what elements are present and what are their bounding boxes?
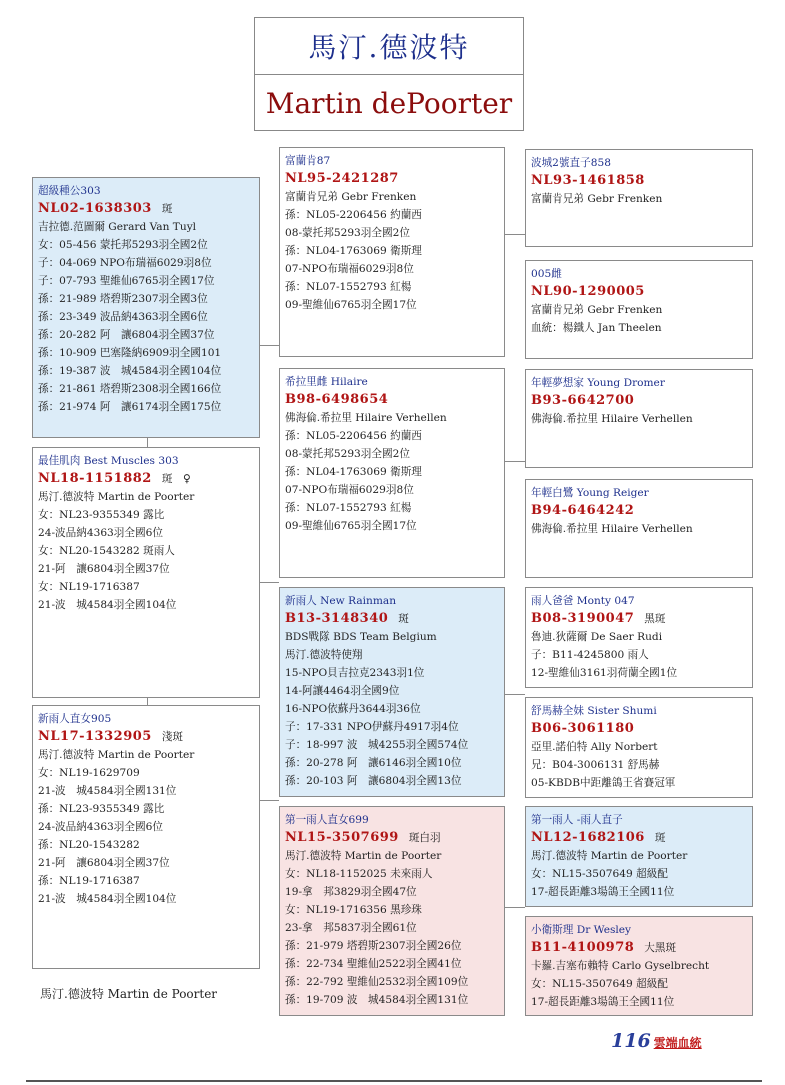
title-box xyxy=(254,17,524,131)
info-line: 孫：21-861 塔碧斯2308羽全國166位 xyxy=(38,383,222,395)
ring-number: NL17-1332905 淺斑 xyxy=(38,729,184,744)
info-line: 孫：NL05-2206456 約蘭西 xyxy=(285,209,422,221)
pedigree-box-sire xyxy=(32,177,260,438)
info-line: 孫：21-974 阿 讓6174羽全國175位 xyxy=(38,401,222,413)
bird-name: 舒馬赫全妹 Sister Shumi xyxy=(531,705,657,717)
info-line: 08-蒙托邦5293羽全國2位 xyxy=(285,227,410,239)
ring-number: NL95-2421287 xyxy=(285,171,399,186)
connector xyxy=(147,697,148,705)
bird-color: 黑斑 xyxy=(644,613,666,625)
bird-color: 斑 ♀ xyxy=(161,473,191,485)
connector xyxy=(259,800,279,801)
info-line: 16-NPO依蘇丹3644羽36位 xyxy=(285,703,421,715)
ring-number: NL93-1461858 xyxy=(531,173,645,188)
connector xyxy=(505,461,525,462)
info-line: 富蘭肯兄弟 Gebr Frenken xyxy=(531,193,663,205)
info-line: 21-波 城4584羽全國104位 xyxy=(38,599,177,611)
info-line: 21-阿 讓6804羽全國37位 xyxy=(38,563,170,575)
info-line: 女：NL15-3507649 超級配 xyxy=(531,978,668,990)
ring-number: B98-6498654 xyxy=(285,392,389,407)
info-line: 孫：19-387 波 城4584羽全國104位 xyxy=(38,365,222,377)
info-line: 子：07-793 聖維仙6765羽全國17位 xyxy=(38,275,215,287)
info-line: 孫：NL05-2206456 約蘭西 xyxy=(285,430,422,442)
info-line: 孫：NL04-1763069 衛斯理 xyxy=(285,466,422,478)
bird-color: 淺斑 xyxy=(161,731,184,743)
pedigree-box-gen2-1 xyxy=(279,147,505,357)
info-line: 亞里.諾伯特 Ally Norbert xyxy=(531,741,658,753)
info-line: 14-阿讓4464羽全國9位 xyxy=(285,685,400,697)
pedigree-box-dam-mother xyxy=(32,705,260,969)
bird-name: 富蘭肯87 xyxy=(285,155,331,167)
info-line: 孫：NL23-9355349 露比 xyxy=(38,803,165,815)
info-line: 魯迪.狄薩爾 De Saer Rudi xyxy=(531,631,663,643)
ring-number: NL12-1682106 斑 xyxy=(531,830,666,845)
info-line: 馬汀.德波特 Martin de Poorter xyxy=(38,749,195,761)
info-line: 17-超長距離3場鴿王全國11位 xyxy=(531,886,675,898)
pedigree-box-gen3-2 xyxy=(525,260,753,359)
info-line: 孫：21-979 塔碧斯2307羽全國26位 xyxy=(285,940,462,952)
info-line: 女：NL23-9355349 露比 xyxy=(38,509,165,521)
info-line: 女：05-456 蒙托邦5293羽全國2位 xyxy=(38,239,208,251)
pedigree-box-gen3-8 xyxy=(525,916,753,1016)
bird-name: 最佳肌肉 Best Muscles 303 xyxy=(38,455,179,467)
bird-name: 希拉里雌 Hilaire xyxy=(285,376,368,388)
info-line: 19-拿 邦3829羽全國47位 xyxy=(285,886,417,898)
info-line: 孫：NL07-1552793 紅楊 xyxy=(285,502,412,514)
connector xyxy=(259,582,279,583)
pedigree-box-gen3-3 xyxy=(525,369,753,468)
ring-number: NL18-1151882 斑 ♀ xyxy=(38,471,191,486)
info-line: 富蘭肯兄弟 Gebr Frenken xyxy=(285,191,417,203)
info-line: 女：NL19-1716387 xyxy=(38,581,140,593)
ring-number: B93-6642700 xyxy=(531,393,635,408)
info-line: 23-拿 邦5837羽全國61位 xyxy=(285,922,417,934)
info-line: 馬汀.德波特 Martin de Poorter xyxy=(285,850,442,862)
info-line: 女：NL15-3507649 超級配 xyxy=(531,868,668,880)
info-line: 子：17-331 NPO伊蘇丹4917羽4位 xyxy=(285,721,459,733)
bird-color: 斑 xyxy=(161,203,173,215)
bird-name: 超級種公303 xyxy=(38,185,101,197)
info-line: 24-波品納4363羽全國6位 xyxy=(38,821,163,833)
bird-name: 新雨人 New Rainman xyxy=(285,595,397,607)
connector xyxy=(505,234,525,235)
info-line: 21-阿 讓6804羽全國37位 xyxy=(38,857,170,869)
pedigree-box-gen3-4 xyxy=(525,479,753,578)
info-line: 孫：19-709 波 城4584羽全國131位 xyxy=(285,994,469,1006)
info-line: 孫：20-282 阿 讓6804羽全國37位 xyxy=(38,329,215,341)
info-line: 孫：NL07-1552793 紅楊 xyxy=(285,281,412,293)
bird-color: 斑白羽 xyxy=(408,832,441,844)
ring-number: B08-3190047 黑斑 xyxy=(531,611,666,626)
info-line: 女：NL19-1629709 xyxy=(38,767,140,779)
bird-name: 雨人爸爸 Monty 047 xyxy=(531,595,635,607)
info-line: 女：NL20-1543282 斑雨人 xyxy=(38,545,175,557)
info-line: 05-KBDB中距離鴿王省賽冠軍 xyxy=(531,777,676,789)
info-line: 馬汀.德波特 Martin de Poorter xyxy=(38,491,195,503)
title-english: Martin dePoorter xyxy=(265,87,513,120)
bird-name: 第一雨人直女699 xyxy=(285,814,369,826)
info-line: 孫：20-103 阿 讓6804羽全國13位 xyxy=(285,775,462,787)
info-line: 兄：B04-3006131 舒馬赫 xyxy=(531,759,660,771)
bird-color: 斑 xyxy=(654,832,666,844)
bird-color: 大黑斑 xyxy=(644,942,677,954)
bird-name: 新雨人直女905 xyxy=(38,713,112,725)
info-line: BDS戰隊 BDS Team Belgium xyxy=(285,631,437,643)
connector xyxy=(505,907,525,908)
info-line: 15-NPO貝吉拉克2343羽1位 xyxy=(285,667,425,679)
bottom-divider xyxy=(26,1080,762,1082)
info-line: 血統：楊鐵人 Jan Theelen xyxy=(531,322,662,334)
logo-text: 雲端血統 xyxy=(653,1036,702,1050)
info-line: 21-波 城4584羽全國104位 xyxy=(38,893,177,905)
info-line: 07-NPO布瑞福6029羽8位 xyxy=(285,484,414,496)
info-line: 孫：20-278 阿 讓6146羽全國10位 xyxy=(285,757,462,769)
bird-name: 波城2號直子858 xyxy=(531,157,611,169)
info-line: 孫：23-349 波品納4363羽全國6位 xyxy=(38,311,208,323)
pedigree-box-dam xyxy=(32,447,260,698)
info-line: 子：B11-4245800 雨人 xyxy=(531,649,649,661)
pedigree-box-gen2-4 xyxy=(279,806,505,1016)
info-line: 馬汀.德波特 Martin de Poorter xyxy=(531,850,688,862)
connector xyxy=(505,694,525,695)
info-line: 佛海倫.希拉里 Hilaire Verhellen xyxy=(531,413,693,425)
info-line: 孫：NL20-1543282 xyxy=(38,839,140,851)
info-line: 孫：22-734 聖維仙2522羽全國41位 xyxy=(285,958,462,970)
info-line: 佛海倫.希拉里 Hilaire Verhellen xyxy=(285,412,447,424)
ring-number: B06-3061180 xyxy=(531,721,635,736)
info-line: 富蘭肯兄弟 Gebr Frenken xyxy=(531,304,663,316)
ring-number: B94-6464242 xyxy=(531,503,635,518)
pedigree-box-gen2-2 xyxy=(279,368,505,578)
info-line: 馬汀.德波特使翔 xyxy=(285,649,363,661)
info-line: 子：18-997 波 城4255羽全國574位 xyxy=(285,739,469,751)
pedigree-box-gen3-7 xyxy=(525,806,753,907)
info-line: 孫：21-989 塔碧斯2307羽全國3位 xyxy=(38,293,208,305)
info-line: 09-聖維仙6765羽全國17位 xyxy=(285,520,417,532)
site-logo[interactable] xyxy=(611,1030,702,1052)
connector xyxy=(259,345,279,346)
ring-number: NL15-3507699 斑白羽 xyxy=(285,830,441,845)
bird-name: 第一雨人 -雨人直子 xyxy=(531,814,623,826)
bird-name: 005雌 xyxy=(531,268,562,280)
ring-number: B13-3148340 斑 xyxy=(285,611,409,626)
info-line: 24-波品納4363羽全國6位 xyxy=(38,527,163,539)
breeder-name: 馬汀.德波特 Martin de Poorter xyxy=(40,987,218,1001)
info-line: 卡羅.吉塞布賴特 Carlo Gyselbrecht xyxy=(531,960,710,972)
info-line: 孫：10-909 巴塞隆納6909羽全國101 xyxy=(38,347,222,359)
logo-number: 116 xyxy=(611,1030,651,1052)
info-line: 17-超長距離3場鴿王全國11位 xyxy=(531,996,675,1008)
info-line: 21-波 城4584羽全國131位 xyxy=(38,785,177,797)
info-line: 女：NL18-1152025 未來雨人 xyxy=(285,868,433,880)
info-line: 子：04-069 NPO布瑞福6029羽8位 xyxy=(38,257,212,269)
info-line: 07-NPO布瑞福6029羽8位 xyxy=(285,263,414,275)
info-line: 孫：NL04-1763069 衛斯理 xyxy=(285,245,422,257)
pedigree-box-gen3-6 xyxy=(525,697,753,798)
info-line: 佛海倫.希拉里 Hilaire Verhellen xyxy=(531,523,693,535)
ring-number: B11-4100978 大黑斑 xyxy=(531,940,677,955)
info-line: 孫：22-792 聖維仙2532羽全國109位 xyxy=(285,976,469,988)
bird-name: 年輕夢想家 Young Dromer xyxy=(531,377,665,389)
info-line: 12-聖維仙3161羽荷蘭全國1位 xyxy=(531,667,678,679)
connector xyxy=(147,437,148,447)
bird-name: 年輕白鷺 Young Reiger xyxy=(531,487,649,499)
info-line: 吉拉德.范圖爾 Gerard Van Tuyl xyxy=(38,221,197,233)
bird-color: 斑 xyxy=(398,613,409,625)
title-chinese: 馬汀.德波特 xyxy=(255,18,523,75)
pedigree-box-gen2-3 xyxy=(279,587,505,797)
info-line: 09-聖維仙6765羽全國17位 xyxy=(285,299,417,311)
ring-number: NL02-1638303 斑 xyxy=(38,201,173,216)
info-line: 孫：NL19-1716387 xyxy=(38,875,140,887)
pedigree-box-gen3-1 xyxy=(525,149,753,247)
info-line: 08-蒙托邦5293羽全國2位 xyxy=(285,448,410,460)
pedigree-box-gen3-5 xyxy=(525,587,753,688)
bird-name: 小衛斯理 Dr Wesley xyxy=(531,924,632,936)
ring-number: NL90-1290005 xyxy=(531,284,645,299)
info-line: 女：NL19-1716356 黑珍珠 xyxy=(285,904,422,916)
